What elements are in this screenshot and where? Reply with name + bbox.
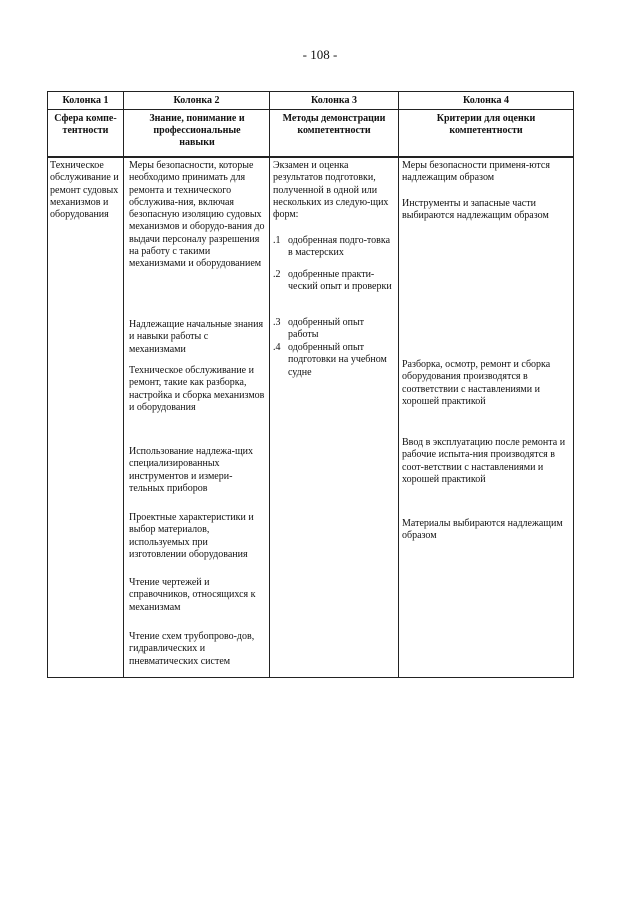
item-text: одобренный опыт работы (288, 317, 365, 341)
table-right-border (573, 91, 574, 678)
column-number-3: Колонка 3 (310, 95, 358, 106)
knowledge-item: Надлежащие начальные знания и навыки работы с механизмами (129, 319, 264, 355)
competence-table (47, 91, 574, 678)
table-bottom-border (47, 677, 574, 678)
knowledge-item: Чтение чертежей и справочников, относящихся к механизмам (129, 577, 256, 613)
criteria-item: Ввод в эксплуатацию после ремонта и рабочие испыта-ния производятся в соот-ветствии с наставлениями и хорошей практикой (402, 437, 566, 485)
demonstration-item (273, 317, 394, 342)
item-text: одобренная подго-товка в мастерских (288, 235, 391, 259)
competence-area-text: Техническое обслуживание и ремонт судовых механизмов и оборудования (50, 160, 119, 221)
demonstration-item (273, 342, 394, 379)
item-number: .3 (273, 317, 281, 328)
knowledge-item: Техническое обслуживание и ремонт, такие как разборка, настройка и сборка механизмов и оборудования (129, 365, 265, 413)
column-number-2: Колонка 2 (173, 95, 220, 106)
column-number-1: Колонка 1 (62, 95, 109, 106)
knowledge-item: Использование надлежа-щих специализированных инструментов и измери-тельных приборов (129, 446, 254, 494)
item-text: одобренные практи-ческий опыт и проверки (288, 269, 392, 293)
column-number-4: Колонка 4 (462, 95, 510, 106)
table-left-border (47, 91, 48, 678)
column-divider-3 (398, 91, 399, 678)
column-divider-1 (123, 91, 124, 678)
page-number: - 108 - (302, 47, 338, 62)
knowledge-item: Чтение схем трубопрово-дов, гидравлических и пневматических систем (129, 631, 255, 667)
header-demonstration-methods: Методы демонстрации компетентности (282, 113, 386, 136)
criteria-item: Инструменты и запасные части выбираются надлежащим образом (402, 198, 549, 222)
item-number: .2 (273, 269, 281, 280)
criteria-item: Разборка, осмотр, ремонт и сборка оборудования производятся в соответствии с наставлениями и хорошей практикой (402, 359, 551, 407)
item-number: .1 (273, 235, 281, 246)
header-competence-area: Сфера компе-тентности (54, 113, 117, 136)
demonstration-item (273, 269, 394, 294)
item-number: .4 (273, 342, 281, 353)
demonstration-intro: Экзамен и оценка результатов подготовки, полученной в одной или нескольких из следую-щих форм: (273, 160, 389, 221)
column-divider-2 (269, 91, 270, 678)
column-number-divider (47, 109, 574, 110)
header-knowledge: Знание, понимание и профессиональные навыки (149, 113, 245, 148)
knowledge-item: Проектные характеристики и выбор материалов, используемых при изготовлении оборудования (129, 512, 254, 560)
header-evaluation-criteria: Критерии для оценки компетентности (436, 113, 536, 136)
table-top-border (47, 91, 574, 92)
knowledge-item: Меры безопасности, которые необходимо принимать для ремонта и технического обслужива-ния, включая безопасную изоляцию судовых механизмов и оборудо-вания до выдачи персоналу разрешения на работу с такими механизмами и оборудованием (129, 160, 265, 270)
criteria-item: Меры безопасности применя-ются надлежащим образом (402, 160, 550, 184)
header-divider (47, 156, 574, 158)
criteria-item: Материалы выбираются надлежащим образом (402, 518, 563, 542)
item-text: одобренный опыт подготовки на учебном судне (288, 342, 387, 378)
demonstration-item (273, 235, 394, 260)
